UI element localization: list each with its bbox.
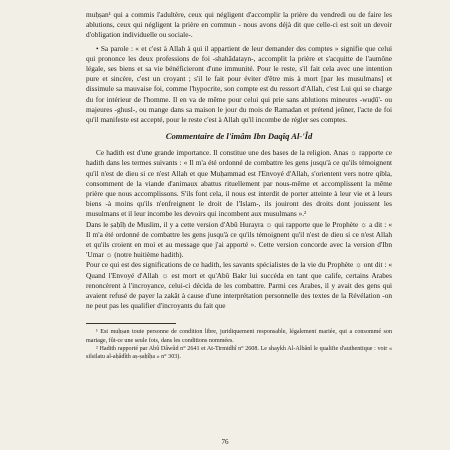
paragraph-4: Dans le ṣaḥîḥ de Muslim, il y a cette version d'Abû Hurayra ☼ qui rapporte que le Prophète ☼ a dit : « Il m'a été ordonné de combattre les gens jusqu'à ce qu'ils témoignent qu'il n'est de dieu si ce n'est Allah et qu'ils croient en moi et au message que j'ai apporté ». Cette version concorde avec la version d'Ibn 'Umar ☼ (notre huitième hadith). [86,219,392,260]
footnote-1: ¹ Est muḥṣan toute personne de condition libre, juridiquement responsable, légalement mariée, qui a consommé son mariage, fût-ce une seule fois, dans les conditions nommées. [86,329,392,344]
paragraph-5: Pour ce qui est des significations de ce hadith, les savants spécialistes de la vie du Prophète ☼ ont dit : « Quand l'Envoyé d'Allah ☼ est mort et qu'Abû Bakr lui succéda en tant que calife, certains Arabes renoncèrent à l'incroyance, celui-ci décida de les combattre. Parmi ces Arabes, il y avait des gens qui avaient refusé de payer la zakât à cause d'une interprétation personnelle des textes de la Révélation -on ne peut pas les qualifier d'incroyants du fait que [86,260,392,311]
paragraph-1: muḥṣan¹ qui a commis l'adultère, ceux qui négligent d'accomplir la prière du vendredi ou de faire les ablutions, ceux qui négligent la prière en commun - nous avons déjà dit que celle-ci est soit un devoir d'obligation individuelle ou sociale-. [86,10,392,40]
page-number: 76 [221,438,229,446]
footnote-2: ² Hadith rapporté par Abû Dâwûd n° 2641 et At-Tirmidhî n° 2608. Le shaykh Al-Albânî le qualifie d'authentique : voir « silsilatu al-aḥâdîth aṣ-ṣaḥîḥa » n° 303). [86,346,392,361]
footnote-divider [86,323,176,324]
section-heading: Commentaire de l'imâm Ibn Daqîq Al-'Îd [165,131,313,142]
paragraph-3: Ce hadith est d'une grande importance. Il constitue une des bases de la religion. Anas ☼ rapporte ce hadith dans les termes suivants : « Il m'a été ordonné de combattre les gens jusqu'à ce qu'ils témoignent qu'il n'est de dieu si ce n'est Allah et que Muḥammad est l'Envoyé d'Allah, s'orientent vers notre qibla, consomment de la viande d'animaux abattus rituellement par nous-même et accomplissent la même prière que nous accomplissons. S'ils font cela, il nous est interdit de porter atteinte à leur vie et à leurs biens -à moins qu'ils n'enfreignent le droit de l'Islam-, ils jouiront des droits dont jouissent les musulmans et il leur incombe les devoirs qui incombent aux musulmans ».² [86,148,392,219]
paragraph-2: • Sa parole : « et c'est à Allah à qui il appartient de leur demander des comptes » signifie que celui qui prononce les deux professions de foi -shahâdatayn-, accomplit la prière et s'acquitte de l'aumône légale, ses biens et sa vie bénéficieront d'une immunité. Pour le reste, s'il fait cela avec une intention pure et sincère, c'est un croyant ; s'il le fait pour éviter d'être mis à mort [par les musulmans] et dissimule sa mauvaise foi, comme l'hypocrite, son compte est du ressort d'Allah, c'est Lui qui se charge du for intérieur de l'homme. Il en va de même pour celui qui prie sans ablutions mineures -wuḍû'- ou majeures -ghusl-, ou mange dans sa maison le jour du mois de Ramadan et prétend jeûner, l'acte de foi qu'il manifeste est accepté, pour le reste c'est à Allah qu'il incombe de régler ses comptes. [86,43,392,125]
